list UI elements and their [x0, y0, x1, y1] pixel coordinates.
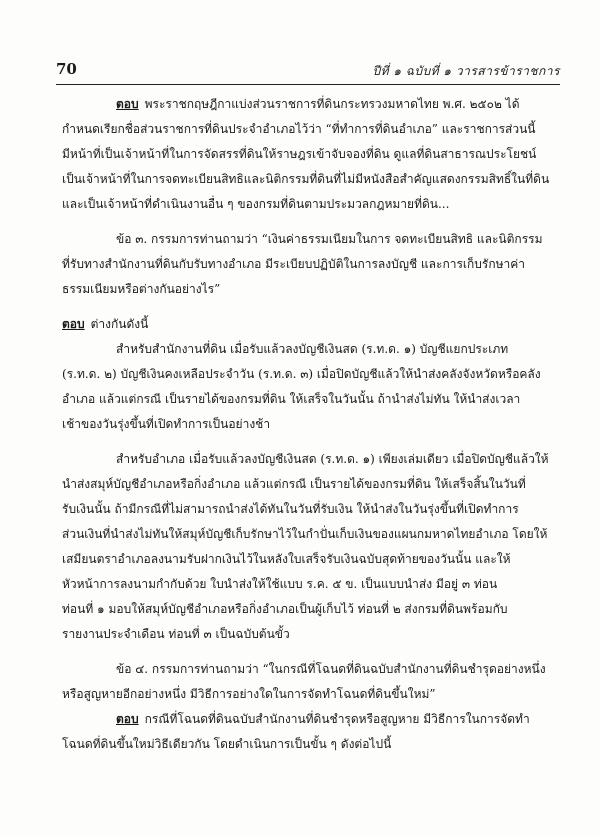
header-rule [56, 84, 560, 85]
text-line: รับเงินนั้น ถ้ามีกรณีที่ไม่สามารถนำส่งได้ทันในวันที่รับเงิน ให้นำส่งในวันรุ่งขึ้นที่เปิดทำการ [62, 502, 519, 516]
text-line: เสมียนตราอำเภอลงนามรับฝากเงินไว้ในหลังใบเสร็จรับเงินฉบับสุดท้ายของวันนั้น และให้ [62, 552, 511, 566]
answer-label: ตอบ [62, 317, 85, 331]
text-line: ที่รับทางสำนักงานที่ดินกับรับทางอำเภอ มีระเบียบปฏิบัติในการลงบัญชี และการเก็บรักษาค่า [62, 257, 526, 271]
text-line: ข้อ ๔. กรรมการท่านถามว่า “ในกรณีที่โฉนดที่ดินฉบับสำนักงานที่ดินชำรุดอย่างหนึ่ง [116, 662, 546, 676]
text-line: (ร.ท.ด. ๒) บัญชีเงินคงเหลือประจำวัน (ร.ท.ด. ๓) เมื่อปิดบัญชีแล้วให้นำส่งคลังจังหวัดหรือคลัง [62, 367, 541, 381]
text-line: ต่างกันดังนี้ [90, 317, 149, 331]
text-line: โฉนดที่ดินขึ้นใหม่วิธีเดียวกัน โดยดำเนินการเป็นขั้น ๆ ดังต่อไปนี้ [62, 737, 392, 751]
question-4 [62, 657, 570, 707]
text-line: ธรรมเนียมหรือต่างกันอย่างไร” [62, 282, 221, 296]
text-line: ส่วนเงินที่นำส่งไม่ทันให้สมุห์บัญชีเก็บรักษาไว้ในกำปั่นเก็บเงินของแผนกมหาดไทยอำเภอ โดยให้ [62, 527, 548, 541]
page-body [62, 92, 570, 757]
answer-paragraph-1 [62, 92, 570, 217]
answer-4 [62, 707, 570, 757]
text-line: อำเภอ แล้วแต่กรณี เป็นรายได้ของกรมที่ดิน ให้เสร็จในวันนั้น ถ้านำส่งไม่ทัน ให้นำส่งเวลา [62, 392, 521, 406]
text-line: ท่อนที่ ๑ มอบให้สมุห์บัญชีอำเภอหรือกิ่งอำเภอเป็นผู้เก็บไว้ ท่อนที่ ๒ ส่งกรมที่ดินพร้อมกับ [62, 602, 508, 616]
answer-3 [62, 312, 570, 647]
text-line: สำหรับสำนักงานที่ดิน เมื่อรับแล้วลงบัญชีเงินสด (ร.ท.ด. ๑) บัญชีแยกประเภท [116, 342, 509, 356]
running-head: ปีที่ ๑ ฉบับที่ ๑ วารสารข้าราชการ [372, 64, 560, 78]
text-line: นำส่งสมุห์บัญชีอำเภอหรือกิ่งอำเภอ แล้วแต่กรณี เป็นรายได้ของกรมที่ดิน ให้เสร็จสิ้นในวันที่ [62, 477, 526, 491]
question-3 [62, 227, 570, 302]
text-line: เช้าของวันรุ่งขึ้นที่เปิดทำการเป็นอย่างช้า [62, 417, 271, 431]
answer-label: ตอบ [116, 97, 139, 111]
text-line: มีหน้าที่เป็นเจ้าหน้าที่ในการจัดสรรที่ดินให้ราษฎรเข้าจับจองที่ดิน ดูแลที่ดินสาธารณประโยชน์ [62, 147, 537, 161]
answer-label: ตอบ [116, 712, 139, 726]
text-line: ข้อ ๓. กรรมการท่านถามว่า “เงินค่าธรรมเนียมในการ จดทะเบียนสิทธิ และนิติกรรม [116, 232, 543, 246]
page-number: 70 [56, 60, 77, 78]
text-line: กรณีที่โฉนดที่ดินฉบับสำนักงานที่ดินชำรุดหรือสูญหาย มีวิธีการในการจัดทำ [144, 712, 530, 726]
text-line: เป็นเจ้าหน้าที่ในการจดทะเบียนสิทธิและนิติกรรมที่ดินที่ไม่มีหนังสือสำคัญแสดงกรรมสิทธิ์ในที่ดิน [62, 172, 550, 186]
text-line: หัวหน้าการลงนามกำกับด้วย ใบนำส่งให้ใช้แบบ ร.ค. ๕ ข. เป็นแบบนำส่ง มีอยู่ ๓ ท่อน [62, 577, 498, 591]
text-line: และเป็นเจ้าหน้าที่ดำเนินงานอื่น ๆ ของกรมที่ดินตามประมวลกฎหมายที่ดิน... [62, 197, 450, 211]
text-line: หรือสูญหายอีกอย่างหนึ่ง มีวิธีการอย่างใดในการจัดทำโฉนดที่ดินขึ้นใหม่” [62, 687, 436, 701]
text-line: กำหนดเรียกชื่อส่วนราชการที่ดินประจำอำเภอไว้ว่า “ที่ทำการที่ดินอำเภอ” และราชการส่วนนี้ [62, 122, 536, 136]
page-header [56, 60, 560, 82]
text-line: สำหรับอำเภอ เมื่อรับแล้วลงบัญชีเงินสด (ร.ท.ด. ๑) เพียงเล่มเดียว เมื่อปิดบัญชีแล้วให้ [116, 452, 549, 466]
text-line: พระราชกฤษฎีกาแบ่งส่วนราชการที่ดินกระทรวงมหาดไทย พ.ศ. ๒๕๐๒ ได้ [144, 97, 520, 111]
text-line: รายงานประจำเดือน ท่อนที่ ๓ เป็นฉบับต้นขั้ว [62, 627, 290, 641]
